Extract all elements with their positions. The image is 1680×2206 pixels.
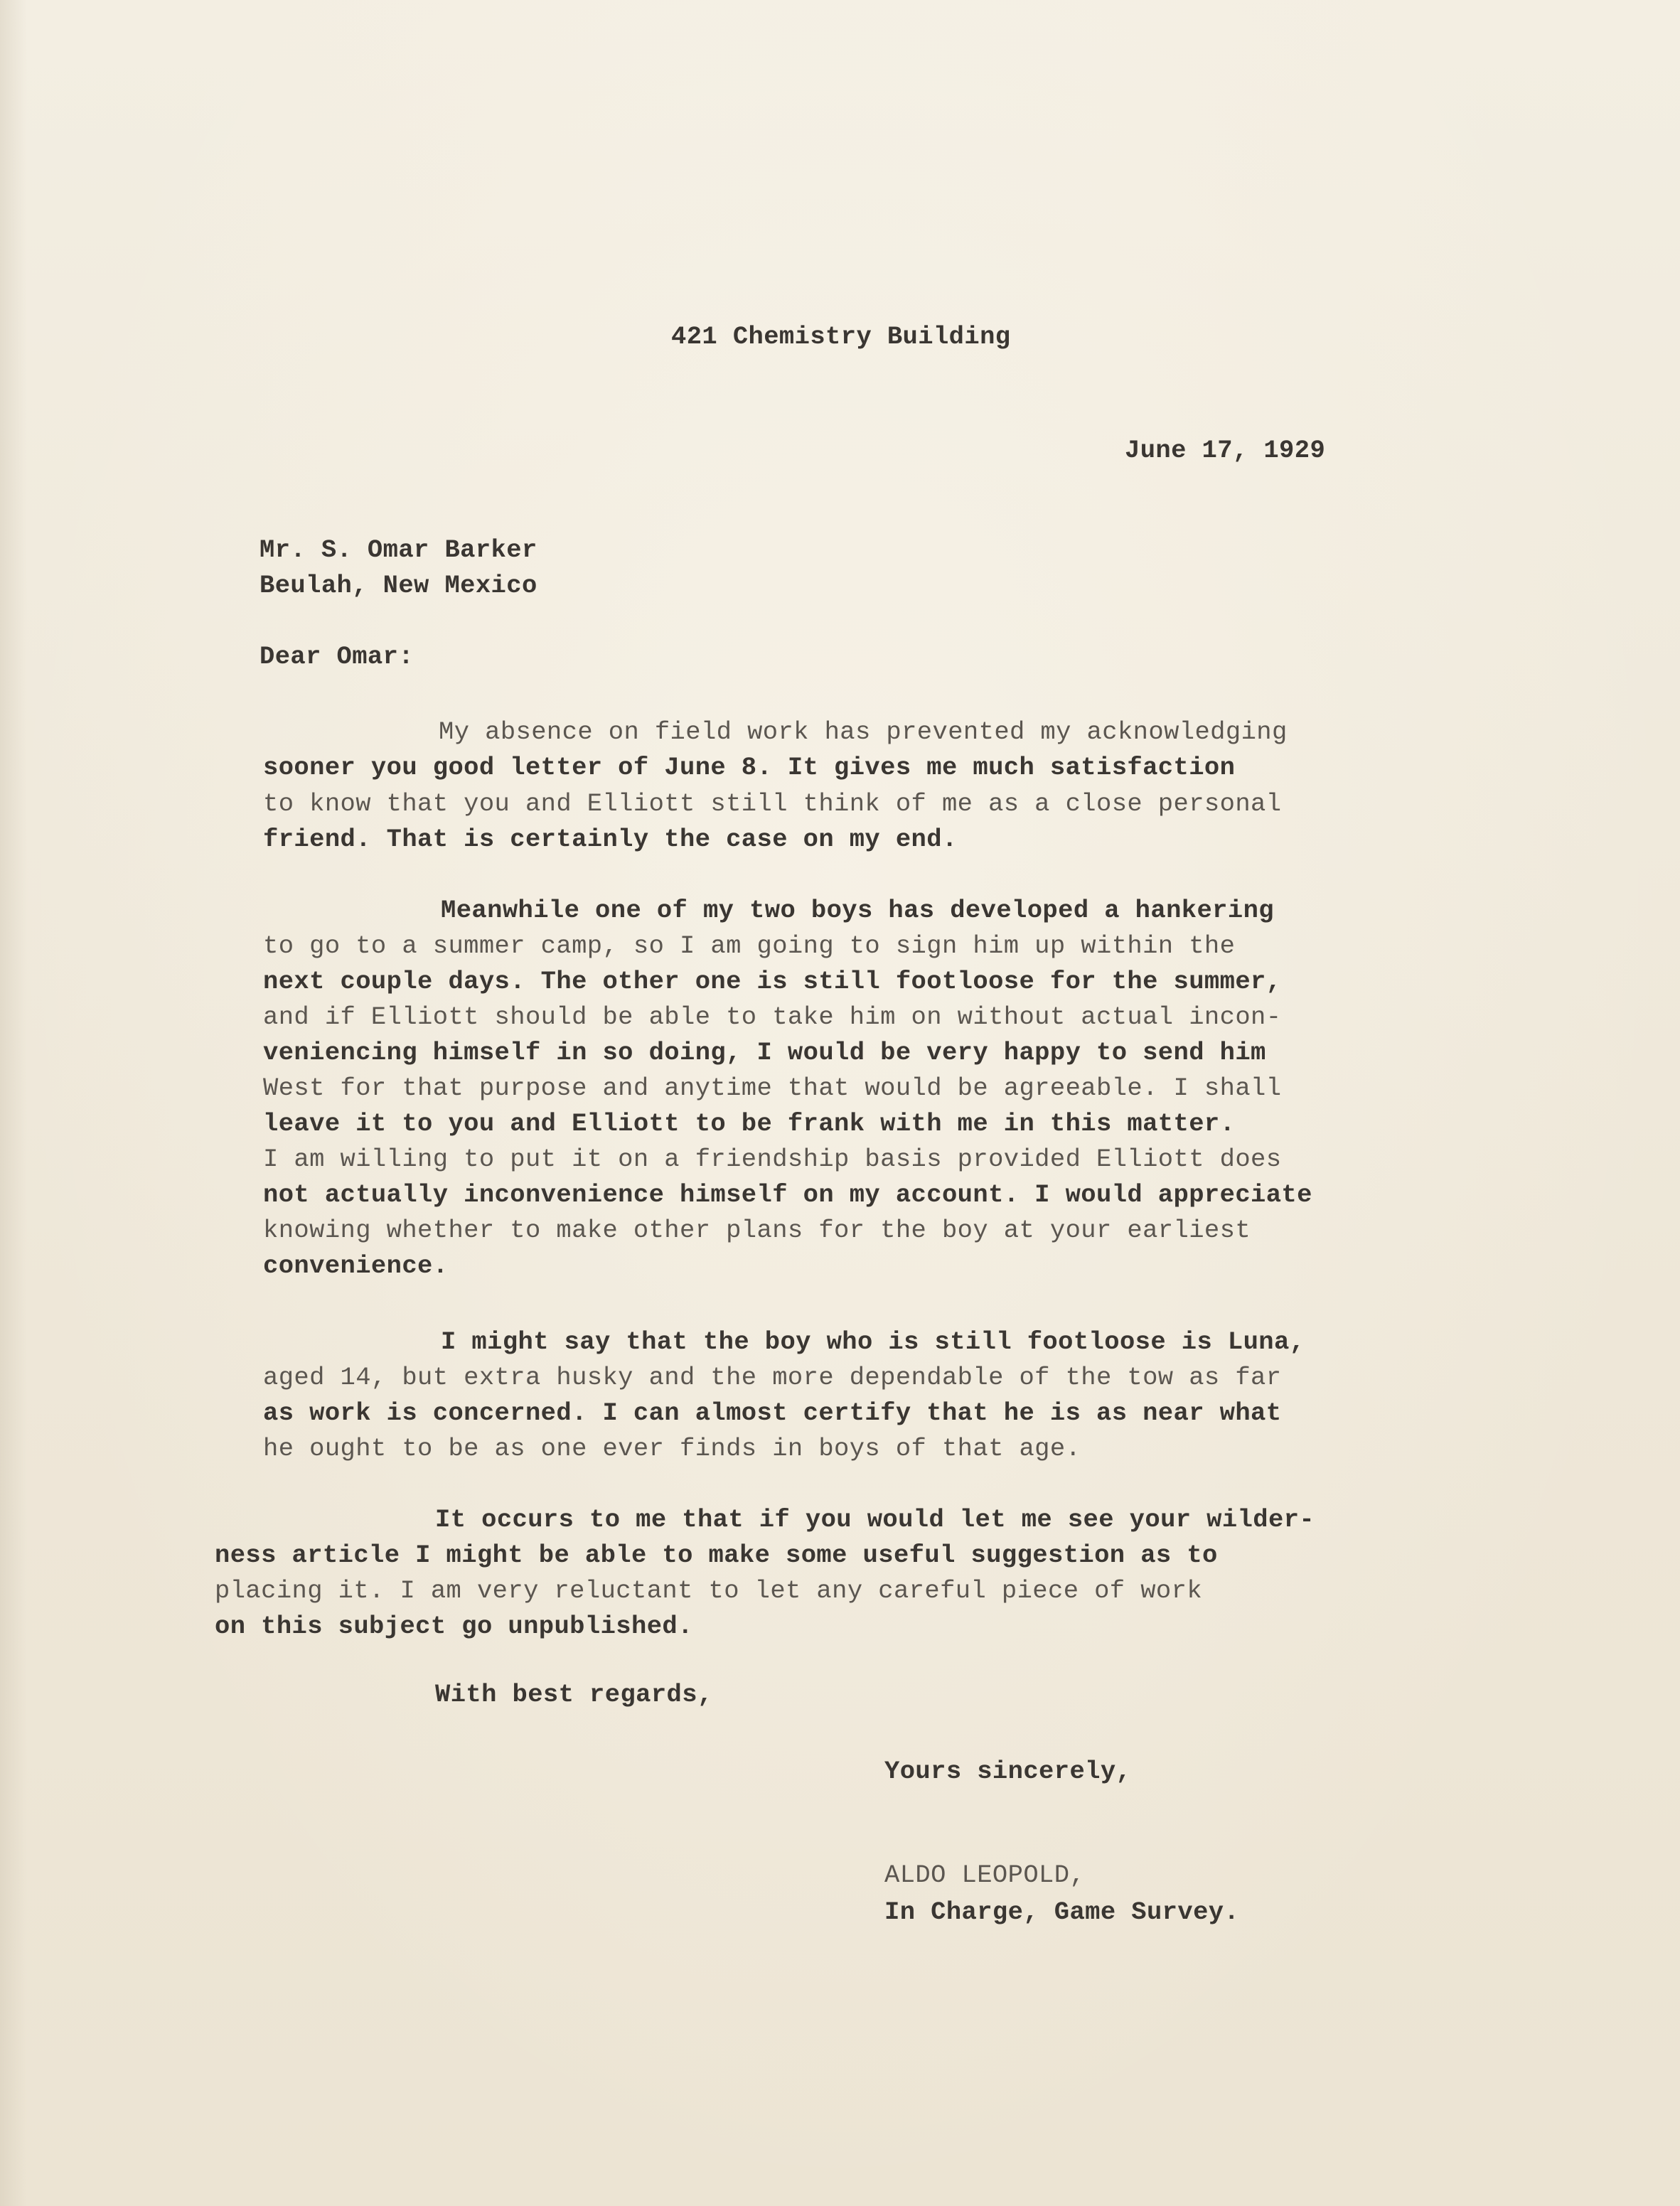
paragraph-2-line-3: next couple days. The other one is still footloose for the summer, bbox=[263, 967, 1282, 996]
paragraph-1-line-1: My absence on field work has prevented my acknowledging bbox=[439, 717, 1288, 746]
paragraph-2-line-11: convenience. bbox=[263, 1251, 449, 1280]
paragraph-3-line-3: as work is concerned. I can almost certify that he is as near what bbox=[263, 1398, 1282, 1428]
signature-name: ALDO LEOPOLD, bbox=[884, 1860, 1086, 1890]
signature-title: In Charge, Game Survey. bbox=[884, 1897, 1240, 1927]
paragraph-3-line-4: he ought to be as one ever finds in boys of that age. bbox=[263, 1434, 1081, 1463]
paragraph-2-line-6: West for that purpose and anytime that would be agreeable. I shall bbox=[263, 1073, 1282, 1103]
paragraph-1-line-4: friend. That is certainly the case on my end. bbox=[263, 825, 958, 854]
paragraph-1-line-2: sooner you good letter of June 8. It gives me much satisfaction bbox=[263, 753, 1236, 782]
paragraph-4-line-1: It occurs to me that if you would let me see your wilder- bbox=[435, 1505, 1315, 1534]
paragraph-3-line-2: aged 14, but extra husky and the more dependable of the tow as far bbox=[263, 1363, 1282, 1392]
paragraph-2-line-2: to go to a summer camp, so I am going to sign him up within the bbox=[263, 931, 1236, 960]
paragraph-2-line-4: and if Elliott should be able to take him on without actual incon- bbox=[263, 1002, 1282, 1032]
paragraph-1-line-3: to know that you and Elliott still think of me as a close personal bbox=[263, 789, 1282, 818]
recipient-name: Mr. S. Omar Barker bbox=[260, 535, 537, 564]
regards: With best regards, bbox=[435, 1680, 713, 1709]
paragraph-2-line-5: veniencing himself in so doing, I would be very happy to send him bbox=[263, 1038, 1266, 1067]
address-line: 421 Chemistry Building bbox=[671, 322, 1011, 351]
paragraph-4-line-3: placing it. I am very reluctant to let any careful piece of work bbox=[215, 1576, 1203, 1605]
salutation: Dear Omar: bbox=[260, 642, 414, 671]
paragraph-2-line-8: I am willing to put it on a friendship basis provided Elliott does bbox=[263, 1145, 1282, 1174]
paragraph-2-line-7: leave it to you and Elliott to be frank with me in this matter. bbox=[263, 1109, 1236, 1138]
closing: Yours sincerely, bbox=[884, 1757, 1132, 1786]
paragraph-2-line-9: not actually inconvenience himself on my account. I would appreciate bbox=[263, 1180, 1312, 1209]
paragraph-2-line-10: knowing whether to make other plans for the boy at your earliest bbox=[263, 1216, 1251, 1245]
paragraph-2-line-1: Meanwhile one of my two boys has developed a hankering bbox=[441, 896, 1274, 925]
paper-edge-shadow bbox=[0, 0, 27, 2206]
paragraph-4-line-4: on this subject go unpublished. bbox=[215, 1612, 693, 1641]
letter-date: June 17, 1929 bbox=[1125, 436, 1326, 465]
paragraph-4-line-2: ness article I might be able to make some useful suggestion as to bbox=[215, 1541, 1218, 1570]
recipient-location: Beulah, New Mexico bbox=[260, 571, 537, 600]
paragraph-3-line-1: I might say that the boy who is still footloose is Luna, bbox=[441, 1327, 1305, 1356]
